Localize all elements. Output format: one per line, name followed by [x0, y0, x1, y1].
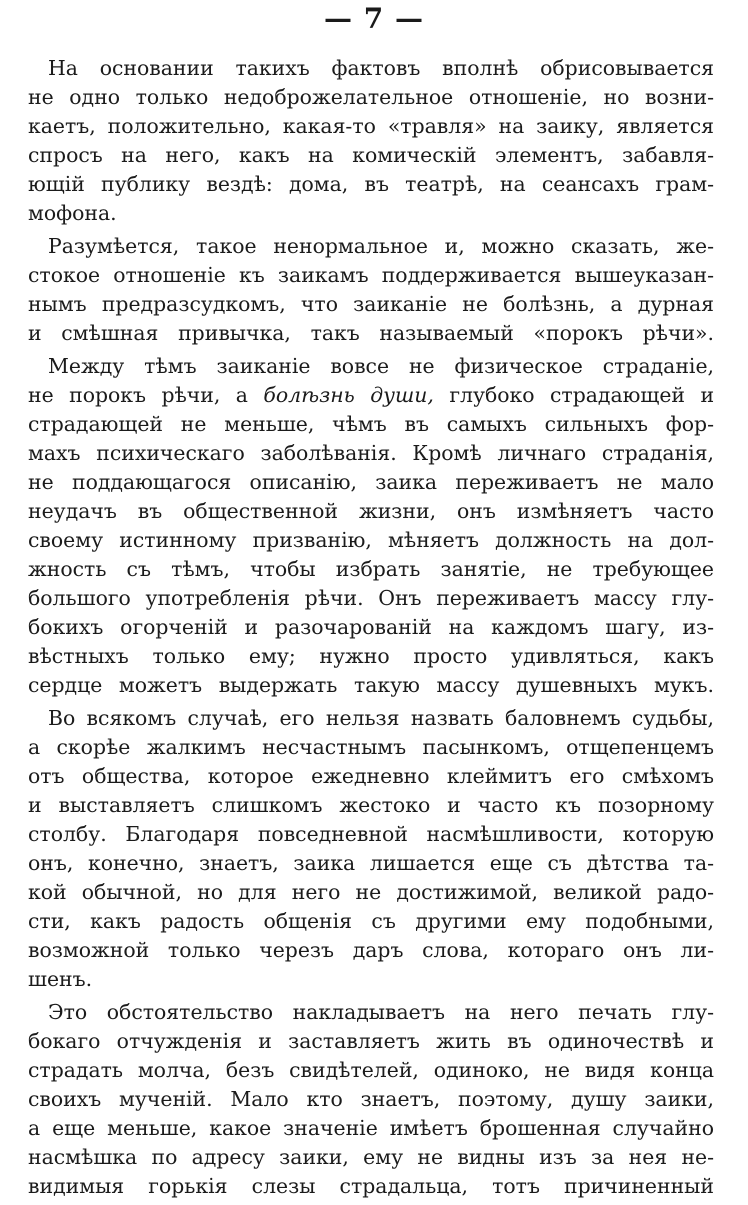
text-line: отъ общества, которое ежедневно клеймитъ его смѣхомъ — [28, 764, 714, 788]
text-line: сердце можетъ выдержать такую массу душевныхъ мукъ. — [28, 673, 714, 697]
text-line: онъ, конечно, знаетъ, заика лишается еще съ дѣтства та- — [28, 851, 714, 875]
text-line: не одно только недоброжелательное отношеніе, но возни- — [28, 85, 714, 109]
text-line: не поддающагося описанію, заика переживаетъ не мало — [28, 470, 714, 494]
text-line: страдать молча, безъ свидѣтелей, одиноко, не видя конца — [28, 1058, 714, 1082]
text-line: бокихъ огорченій и разочарованій на каждомъ шагу, из- — [28, 615, 714, 639]
text-line: а еще меньше, какое значеніе имѣетъ брошенная случайно — [28, 1116, 714, 1140]
paragraph-3 — [28, 352, 714, 700]
text-line: шенъ. — [28, 967, 93, 991]
text-line: столбу. Благодаря повседневной насмѣшливости, которую — [28, 822, 714, 846]
text-line-with-italic — [28, 381, 714, 410]
paragraph-1 — [28, 54, 714, 228]
text-line: Во всякомъ случаѣ, его нельзя назвать баловнемъ судьбы, — [48, 706, 714, 730]
text-line: Это обстоятельство накладываетъ на него печать глу- — [48, 1000, 714, 1024]
text-line: своихъ мученій. Мало кто знаетъ, поэтому, душу заики, — [28, 1087, 714, 1111]
text-line: своему истинному призванію, мѣняетъ должность на дол- — [28, 528, 714, 552]
paragraph-5 — [28, 998, 714, 1201]
text-line: возможной только черезъ даръ слова, котораго онъ ли- — [28, 938, 714, 962]
text-line: жность съ тѣмъ, чтобы избрать занятіе, не требующее — [28, 557, 714, 581]
text-line: а скорѣе жалкимъ несчастнымъ пасынкомъ, отщепенцемъ — [28, 735, 714, 759]
text-line: Между тѣмъ заиканіе вовсе не физическое страданіе, — [48, 354, 714, 378]
text-line: На основании такихъ фактовъ вполнѣ обрисовывается — [48, 56, 714, 80]
text-line: ющій публику вездѣ: дома, въ театрѣ, на сеансахъ грам- — [28, 172, 714, 196]
italic-phrase: болѣзнь души, — [263, 383, 434, 407]
text-line: видимыя горькія слезы страдальца, тотъ причиненный — [28, 1174, 714, 1198]
text-line: мофона. — [28, 201, 117, 225]
text-line: бокаго отчужденія и заставляетъ жить въ одиночествѣ и — [28, 1029, 714, 1053]
paragraph-2 — [28, 232, 714, 348]
text-segment: не порокъ рѣчи, а — [28, 383, 248, 407]
text-line: большого употребленія рѣчи. Онъ переживаетъ массу глу- — [28, 586, 714, 610]
text-line: стокое отношеніе къ заикамъ поддерживается вышеуказан- — [28, 263, 714, 287]
body-text — [28, 54, 714, 1205]
text-line: нымъ предразсудкомъ, что заиканіе не болѣзнь, а дурная — [28, 292, 714, 316]
text-line: спросъ на него, какъ на комическій элементъ, забавля- — [28, 143, 714, 167]
text-line: каетъ, положительно, какая-то «травля» на заику, является — [28, 114, 714, 138]
text-segment: глубоко страдающей и — [449, 383, 714, 407]
text-line: насмѣшка по адресу заики, ему не видны изъ за нея не- — [28, 1145, 714, 1169]
paragraph-4 — [28, 704, 714, 994]
text-line: неудачъ въ общественной жизни, онъ измѣняетъ часто — [28, 499, 714, 523]
text-line: и смѣшная привычка, такъ называемый «порокъ рѣчи». — [28, 321, 714, 345]
text-line: страдающей не меньше, чѣмъ въ самыхъ сильныхъ фор- — [28, 412, 714, 436]
text-line: Разумѣется, такое ненормальное и, можно сказать, же- — [48, 234, 714, 258]
text-line: и выставляетъ слишкомъ жестоко и часто къ позорному — [28, 793, 714, 817]
text-line: сти, какъ радость общенія съ другими ему подобными, — [28, 909, 714, 933]
text-line: кой обычной, но для него не достижимой, великой радо- — [28, 880, 714, 904]
text-line: махъ психическаго заболѣванія. Кромѣ личнаго страданія, — [28, 441, 714, 465]
page-number: — 7 — — [324, 2, 424, 35]
text-line: вѣстныхъ только ему; нужно просто удивляться, какъ — [28, 644, 714, 668]
